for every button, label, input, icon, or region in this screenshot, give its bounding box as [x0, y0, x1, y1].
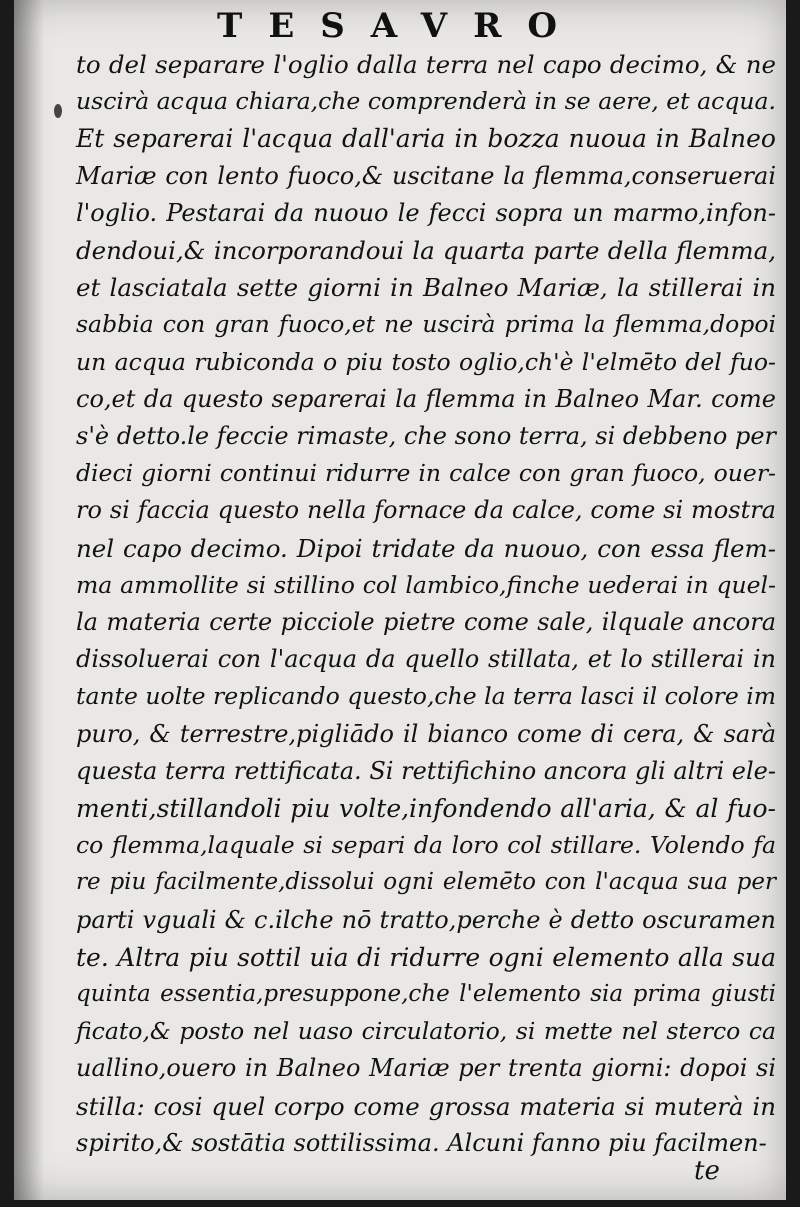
text-line: uscirà acqua chiara,che comprenderà in se aere, et acqua. [76, 87, 776, 116]
text-line: la materia certe picciole pietre come sale, ilquale ancora [76, 608, 776, 637]
text-line: dieci giorni continui ridurre in calce con gran fuoco, ouer- [76, 459, 776, 488]
ink-blot [54, 104, 62, 118]
text-line: ro si faccia questo nella fornace da calce, come si mostra [76, 496, 776, 525]
body-text [76, 46, 776, 1162]
text-line: l'oglio. Pestarai da nuouo le fecci sopra un marmo,infon- [76, 198, 776, 227]
text-line: tante uolte replicando questo,che la terra lasci il colore im [76, 682, 777, 711]
text-line: ficato,& posto nel uaso circulatorio, si mette nel sterco ca [76, 1017, 776, 1046]
text-line: sabbia con gran fuoco,et ne uscirà prima la flemma,dopoi [76, 310, 776, 339]
text-line: un acqua rubiconda o piu tosto oglio,ch'è l'elmēto del fuo- [76, 347, 776, 376]
text-line: uallino,ouero in Balneo Mariæ per trenta giorni: dopoi si [76, 1054, 776, 1083]
text-line: spirito,& sostātia sottilissima. Alcuni fanno piu facilmen- [76, 1128, 767, 1157]
book-page [14, 0, 786, 1200]
text-line: Mariæ con lento fuoco,& uscitane la flemma,conseruerai [76, 161, 776, 190]
text-line: et lasciatala sette giorni in Balneo Mariæ, la stillerai in [76, 273, 776, 303]
running-title: TESAVRO [217, 6, 583, 46]
text-line: te. Altra piu sottil uia di ridurre ogni elemento alla sua [76, 942, 776, 972]
text-line: to del separare l'oglio dalla terra nel capo decimo, & ne [76, 50, 776, 79]
text-line: questa terra rettificata. Si rettifichino ancora gli altri ele- [76, 756, 776, 785]
spine-shadow [14, 0, 44, 1200]
text-line: nel capo decimo. Dipoi tridate da nuouo, con essa flem- [76, 533, 776, 563]
text-line: parti vguali & c.ilche nō tratto,perche è detto oscuramen [76, 905, 776, 934]
text-line: dissoluerai con l'acqua da quello stillata, et lo stillerai in [76, 645, 776, 674]
text-line: puro, & terrestre,pigliādo il bianco come di cera, & sarà [76, 719, 776, 748]
text-line: menti,stillandoli piu volte,infondendo all'aria, & al fuo- [76, 794, 776, 824]
text-line: stilla: cosi quel corpo come grossa materia si muterà in [76, 1091, 776, 1121]
text-line: quinta essentia,presuppone,che l'elemento sia prima giusti [76, 981, 776, 1008]
text-line: Et separerai l'acqua dall'aria in bozza nuoua in Balneo [76, 124, 776, 154]
text-line: dendoui,& incorporandoui la quarta parte della flemma, [76, 236, 776, 266]
text-line: co flemma,laquale si separi da loro col stillare. Volendo fa [76, 831, 776, 860]
text-line: s'è detto.le feccie rimaste, che sono terra, si debbeno per [76, 422, 776, 451]
text-line: re piu facilmente,dissolui ogni elemēto con l'acqua sua per [76, 869, 776, 896]
text-line: ma ammollite si stillino col lambico,finche uederai in quel- [76, 570, 776, 599]
text-line: co,et da questo separerai la flemma in Balneo Mar. come [76, 384, 776, 413]
catchword: te [694, 1156, 720, 1186]
